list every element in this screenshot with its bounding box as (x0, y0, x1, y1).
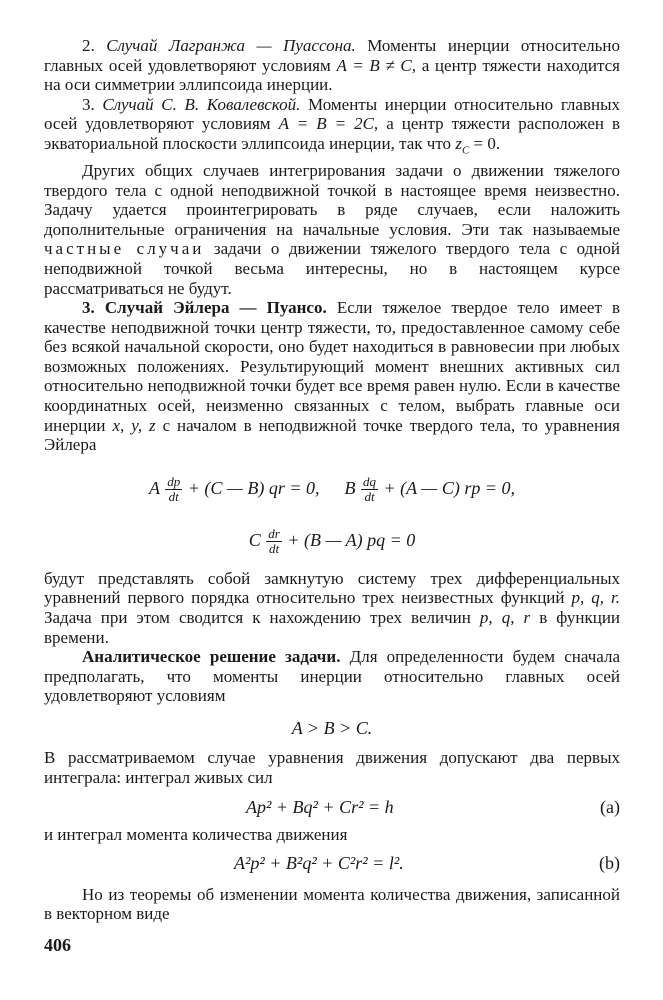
page-number: 406 (44, 935, 71, 955)
paragraph-text: Моменты инерции относительно главных осей удовлетворяют условиям (44, 36, 620, 75)
page-body (44, 36, 620, 924)
paragraph-text: а центр тяжести расположен в экваториальной плоскости эллипсоида инерции, так что (44, 114, 621, 153)
paragraph-euler-case (44, 298, 620, 455)
paragraph-kovalevskaya-case (44, 95, 620, 161)
paragraph-momentum-theorem (44, 885, 620, 924)
paragraph-text: Для определенности будем сначала предполагать, что моменты инерции относительно главных осей удовлетворяют условиям (44, 647, 621, 706)
energy-integral-equation: Ap² + Bq² + Cr² = h (a) (44, 793, 620, 821)
fraction: $\frac{dq}{dt}$ (363, 474, 376, 505)
fraction: $\frac{dr}{dt}$ (268, 526, 280, 557)
inline-formula: p, q, r. (571, 588, 621, 608)
paragraph-text: Моменты инерции относительно главных осей удовлетворяют условиям (44, 94, 621, 134)
paragraph-other-cases (44, 161, 620, 298)
case-title: Случай Лагранжа — Пуассона. (106, 36, 356, 55)
paragraph-text: Но из теоремы об изменении момента количества движения, записанной в векторном виде (44, 884, 620, 924)
paragraph-text: В рассматриваемом случае уравнения движения допускают два первых интеграла: интеграл живых сил (44, 748, 620, 787)
paragraph-momentum-integral (44, 825, 620, 845)
momentum-integral-equation: A²p² + B²q² + C²r² = l². (b) (44, 849, 620, 877)
inertia-order-equation: A > B > C. (291, 718, 373, 739)
paragraph-text: и интеграл момента количества движения (44, 825, 348, 845)
paragraph-lagrange-case (44, 36, 620, 95)
fraction: $\frac{dp}{dt}$ (167, 474, 181, 505)
paragraph-text: Задача при этом сводится к нахождению трех величин (44, 608, 471, 628)
paragraph-text: задачи о движении тяжелого твердого тела с одной неподвижной точкой весьма интересны, но в настоящем курсе рассматриваться не будут. (44, 239, 621, 298)
inline-formula: p, q, r (479, 608, 531, 628)
paragraph-text: будут представлять собой замкнутую систему трех дифференциальных уравнений первого порядка относительно трех неизвестных функций (44, 568, 620, 608)
paragraph-first-integrals (44, 748, 620, 787)
inline-formula: $z_C = 0$. (455, 133, 501, 157)
euler-equations-line-2: C $\frac{dr}{dt}$ + (B — A) pq = 0 (248, 526, 416, 557)
inline-formula: x, y, z (112, 415, 156, 435)
equation-tag: (a) (600, 797, 620, 818)
section-heading: 3. Случай Эйлера — Пуансо. (82, 298, 327, 318)
inline-formula: A = B ≠ C, (336, 55, 417, 75)
paragraph-text: в функции времени. (44, 608, 621, 647)
paragraph-analytic-solution (44, 647, 620, 706)
equation-tag: (b) (599, 852, 620, 873)
spaced-emphasis: частные случаи (44, 239, 205, 259)
paragraph-text: Других общих случаев интегрирования задачи о движении тяжелого твердого тела с одной неподвижной точкой в настоящее время неизвестно. Задачу удается проинтегрировать в ряде случаев, если наложить дополнительные ограничения на начальные условия. Эти так называемые (44, 160, 620, 239)
paragraph-text: с началом в неподвижной точке твердого тела, то уравнения Эйлера (44, 415, 620, 455)
paragraph-text: а центр тяжести находится на оси симметрии эллипсоида инерции. (44, 55, 621, 95)
case-title: Случай С. В. Ковалевской. (102, 94, 301, 114)
section-heading: Аналитическое решение задачи. (82, 647, 341, 667)
euler-equations-line-1: A $\frac{dp}{dt}$ + (C — B) qr = 0, B $\frac{dq}{dt}$ + (A — C) rp = 0, (149, 474, 515, 505)
paragraph-closed-system (44, 569, 620, 647)
paragraph-text: Если тяжелое твердое тело имеет в качестве неподвижной точки центр тяжести, то, предоставленное самому себе без всякой начальной скорости, оно будет находиться в равновесии при любых возможных положениях. Результирующий момент внешних активных сил относительно неподвижной точки будет все время равен нулю. Если в качестве координатных осей, неизменно связанных с телом, выбрать главные оси инерции (44, 298, 621, 435)
inline-formula: A = B = 2C, (278, 114, 379, 134)
case-number: 3. (82, 94, 95, 114)
case-number: 2. (82, 36, 95, 55)
